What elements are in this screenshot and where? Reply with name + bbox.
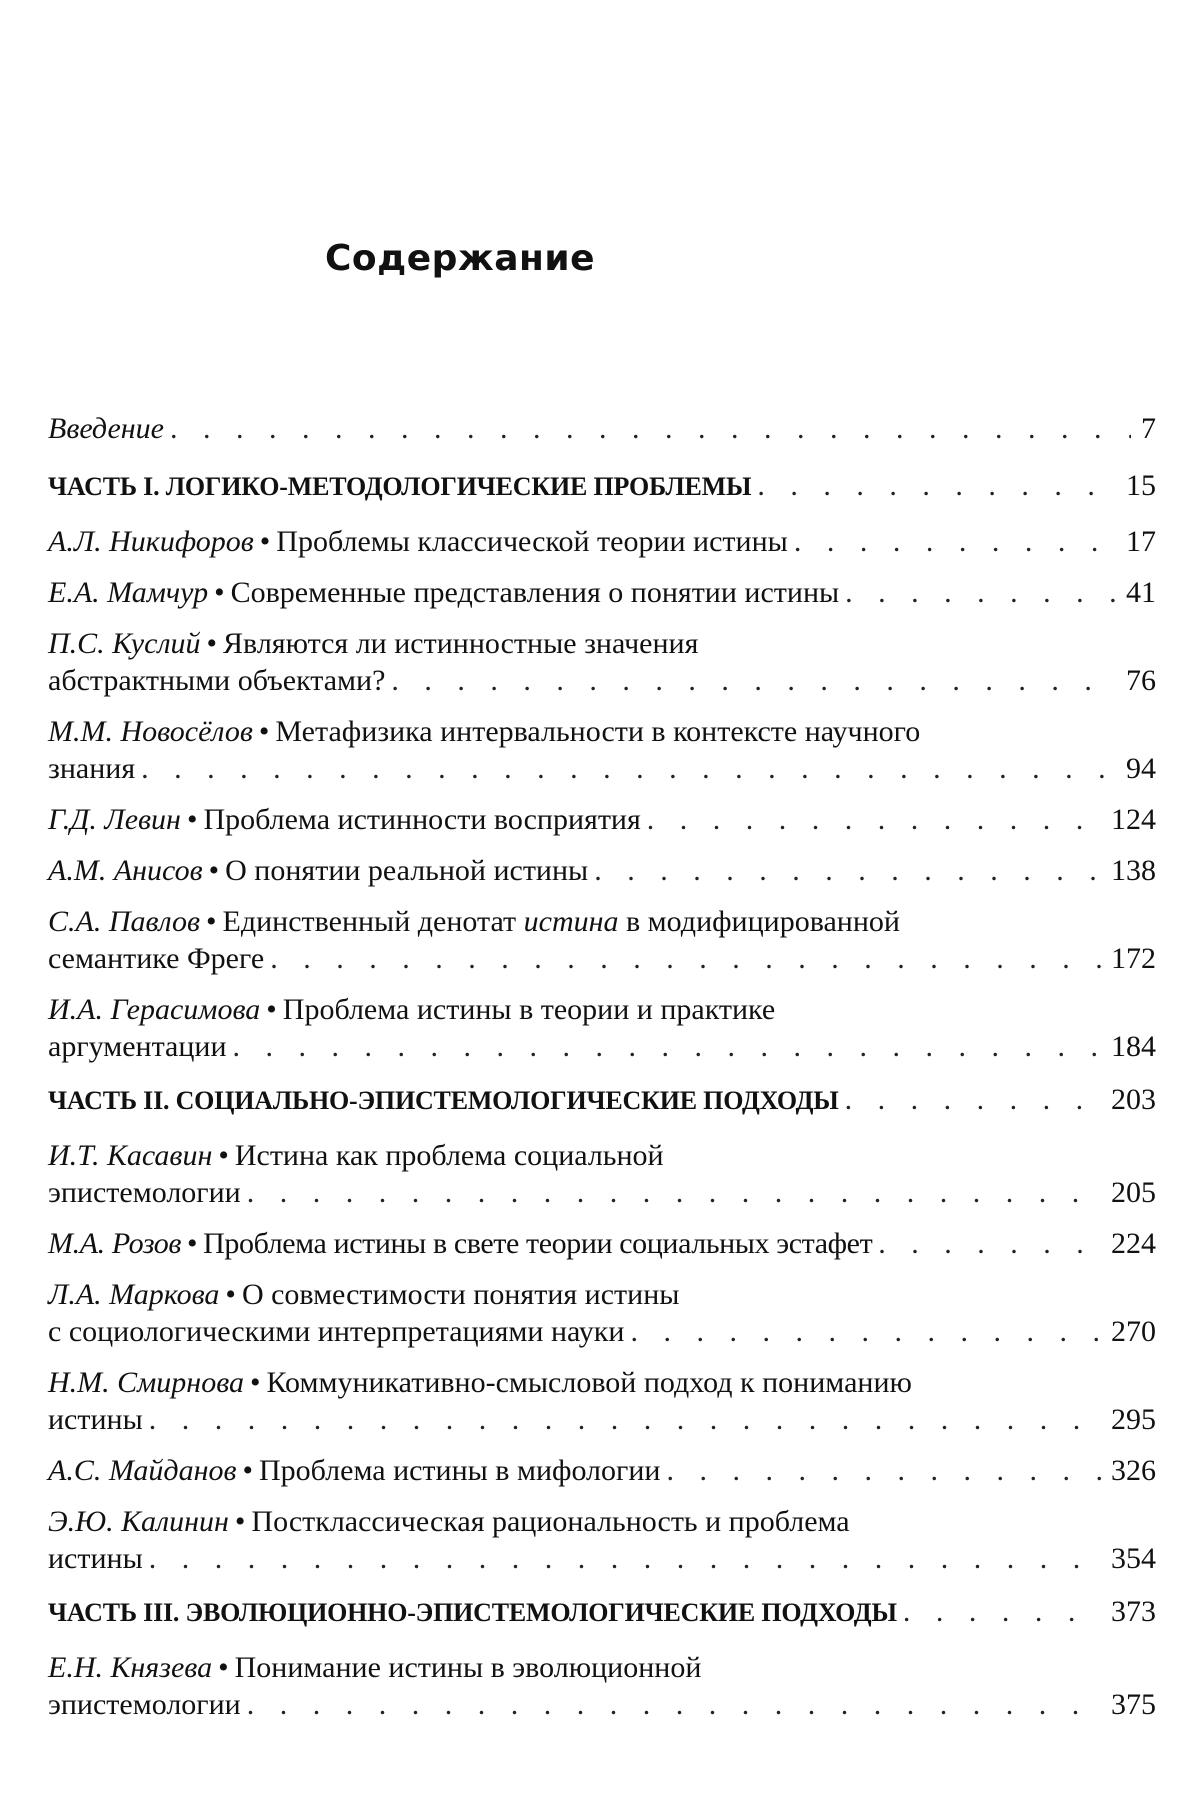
- bullet-separator: •: [218, 1651, 229, 1684]
- bullet-separator: •: [187, 1227, 198, 1260]
- page-number: 172: [1111, 942, 1156, 975]
- leader-dots: [788, 523, 1116, 560]
- leader-dots: [588, 852, 1101, 889]
- page-number: 224: [1111, 1227, 1156, 1260]
- leader-dots: [641, 801, 1101, 838]
- toc-entry: [48, 625, 1156, 699]
- toc-entry: [48, 1225, 1156, 1262]
- entry-author: И.Т. Касавин: [48, 1139, 213, 1172]
- leader-dots: [264, 940, 1101, 977]
- entry-author: Е.Н. Князева: [48, 1651, 213, 1684]
- bullet-separator: •: [266, 993, 277, 1026]
- entry-author: Н.М. Смирнова: [48, 1366, 245, 1399]
- page-number: 17: [1126, 525, 1156, 558]
- entry-title-line2: эпистемологии: [48, 1688, 241, 1721]
- toc-entry: [48, 1503, 1156, 1577]
- toc-entry: [48, 801, 1156, 838]
- entry-title-line2: истины: [48, 1542, 143, 1575]
- bullet-separator: •: [214, 576, 225, 609]
- page-number: 124: [1111, 803, 1156, 836]
- leader-dots: [241, 1174, 1101, 1211]
- entry-author: П.С. Куслий: [48, 627, 201, 660]
- part-title: ЧАСТЬ II. СОЦИАЛЬНО-ЭПИСТЕМОЛОГИЧЕСКИЕ ПОДХОДЫ: [48, 1086, 839, 1115]
- toc-entry: [48, 1137, 1156, 1211]
- entry-author: Е.А. Мамчур: [48, 576, 209, 609]
- entry-title: Проблема истины в мифологии: [259, 1454, 661, 1487]
- page-number: 7: [1141, 412, 1156, 445]
- entry-author: А.С. Майданов: [48, 1454, 237, 1487]
- page-number: 270: [1111, 1315, 1156, 1348]
- bullet-separator: •: [186, 803, 198, 836]
- table-of-contents: [48, 410, 1156, 1737]
- leader-dots: [241, 1686, 1101, 1723]
- bullet-separator: •: [234, 1505, 246, 1538]
- toc-entry-intro: [48, 410, 1156, 447]
- entry-title-line2: семантике Фреге: [48, 942, 265, 975]
- page-number: 15: [1126, 469, 1156, 502]
- page-number: 373: [1111, 1595, 1156, 1628]
- toc-entry: [48, 991, 1156, 1065]
- page-number: 138: [1111, 854, 1156, 887]
- page-number: 354: [1111, 1542, 1156, 1575]
- page-number: 184: [1111, 1030, 1156, 1063]
- bullet-separator: •: [206, 627, 218, 660]
- entry-title-line1: Проблема истины в теории и практике: [282, 993, 776, 1026]
- entry-author: М.М. Новосёлов: [48, 715, 253, 748]
- entry-author: С.А. Павлов: [48, 905, 200, 938]
- toc-entry: [48, 1364, 1156, 1438]
- leader-dots: [164, 410, 1131, 447]
- bullet-separator: •: [206, 905, 217, 938]
- entry-title-pre: Единственный денотат: [222, 905, 524, 938]
- leader-dots: [751, 467, 1116, 504]
- leader-dots: [839, 1081, 1101, 1118]
- leader-dots: [385, 662, 1116, 699]
- entry-author: А.М. Анисов: [48, 854, 203, 887]
- toc-entry: [48, 903, 1156, 977]
- toc-entry: [48, 1649, 1156, 1723]
- toc-entry: [48, 574, 1156, 611]
- entry-author: Г.Д. Левин: [48, 803, 181, 836]
- bullet-separator: •: [218, 1139, 229, 1172]
- entry-author: М.А. Розов: [48, 1227, 181, 1260]
- toc-entry: [48, 713, 1156, 787]
- bullet-separator: •: [208, 854, 220, 887]
- entry-author: Л.А. Маркова: [48, 1278, 220, 1311]
- entry-title-emphasis: истина: [523, 905, 619, 938]
- entry-author: Э.Ю. Калинин: [48, 1505, 229, 1538]
- bullet-separator: •: [259, 525, 271, 558]
- page-title: Содержание: [324, 238, 596, 279]
- part-title: ЧАСТЬ III. ЭВОЛЮЦИОННО-ЭПИСТЕМОЛОГИЧЕСКИЕ ПОДХОДЫ: [48, 1598, 897, 1627]
- entry-author: И.А. Герасимова: [48, 993, 261, 1026]
- entry-title-line1: Являются ли истинностные значения: [223, 627, 699, 660]
- bullet-separator: •: [225, 1278, 236, 1311]
- page-number: 41: [1126, 576, 1156, 609]
- bullet-separator: •: [258, 715, 270, 748]
- leader-dots: [839, 574, 1116, 611]
- leader-dots: [624, 1313, 1101, 1350]
- part-title: ЧАСТЬ I. ЛОГИКО-МЕТОДОЛОГИЧЕСКИЕ ПРОБЛЕМЫ: [48, 472, 752, 501]
- entry-title-line2: эпистемологии: [48, 1176, 241, 1209]
- entry-title-post: в модифицированной: [618, 905, 900, 938]
- entry-title-line2: абстрактными объектами?: [48, 664, 386, 697]
- entry-title-line1: Понимание истины в эволюционной: [234, 1651, 702, 1684]
- toc-entry: [48, 1452, 1156, 1489]
- entry-title-line1: Коммуникативно-смысловой подход к пониманию: [266, 1366, 912, 1399]
- entry-title: Современные представления о понятии истины: [230, 576, 840, 609]
- toc-part-3: [48, 1593, 1156, 1631]
- toc-entry: [48, 852, 1156, 889]
- page-number: 76: [1126, 664, 1156, 697]
- entry-title-line1: О совместимости понятия истины: [241, 1278, 680, 1311]
- toc-part-1: [48, 467, 1156, 505]
- leader-dots: [227, 1028, 1101, 1065]
- entry-title-line2: с социологическими интерпретациями науки: [48, 1315, 625, 1348]
- entry-title-line2: аргументации: [48, 1030, 227, 1063]
- bullet-separator: •: [250, 1366, 261, 1399]
- intro-label: Введение: [48, 412, 164, 445]
- entry-title-line2: знания: [48, 752, 136, 785]
- page-number: 205: [1111, 1176, 1156, 1209]
- entry-title: Проблема истины в свете теории социальных эстафет: [203, 1227, 873, 1260]
- page-number: 326: [1111, 1454, 1156, 1487]
- entry-title-line1: Истина как проблема социальной: [234, 1139, 664, 1172]
- entry-title: Проблема истинности восприятия: [203, 803, 641, 836]
- leader-dots: [872, 1225, 1101, 1262]
- entry-title-line1: Постклассическая рациональность и проблема: [251, 1505, 850, 1538]
- entry-title-line2: истины: [48, 1403, 143, 1436]
- toc-entry: [48, 523, 1156, 560]
- page-number: 295: [1111, 1403, 1156, 1436]
- leader-dots: [897, 1593, 1101, 1630]
- toc-entry: [48, 1276, 1156, 1350]
- page-number: 203: [1111, 1083, 1156, 1116]
- bullet-separator: •: [242, 1454, 253, 1487]
- leader-dots: [143, 1540, 1101, 1577]
- toc-part-2: [48, 1081, 1156, 1119]
- leader-dots: [660, 1452, 1101, 1489]
- leader-dots: [135, 750, 1116, 787]
- entry-title-line1: Метафизика интервальности в контексте научного: [275, 715, 921, 748]
- page-number: 375: [1111, 1688, 1156, 1721]
- entry-title: О понятии реальной истины: [225, 854, 589, 887]
- leader-dots: [143, 1401, 1101, 1438]
- entry-title: Проблемы классической теории истины: [276, 525, 788, 558]
- page-number: 94: [1126, 752, 1156, 785]
- entry-author: А.Л. Никифоров: [48, 525, 254, 558]
